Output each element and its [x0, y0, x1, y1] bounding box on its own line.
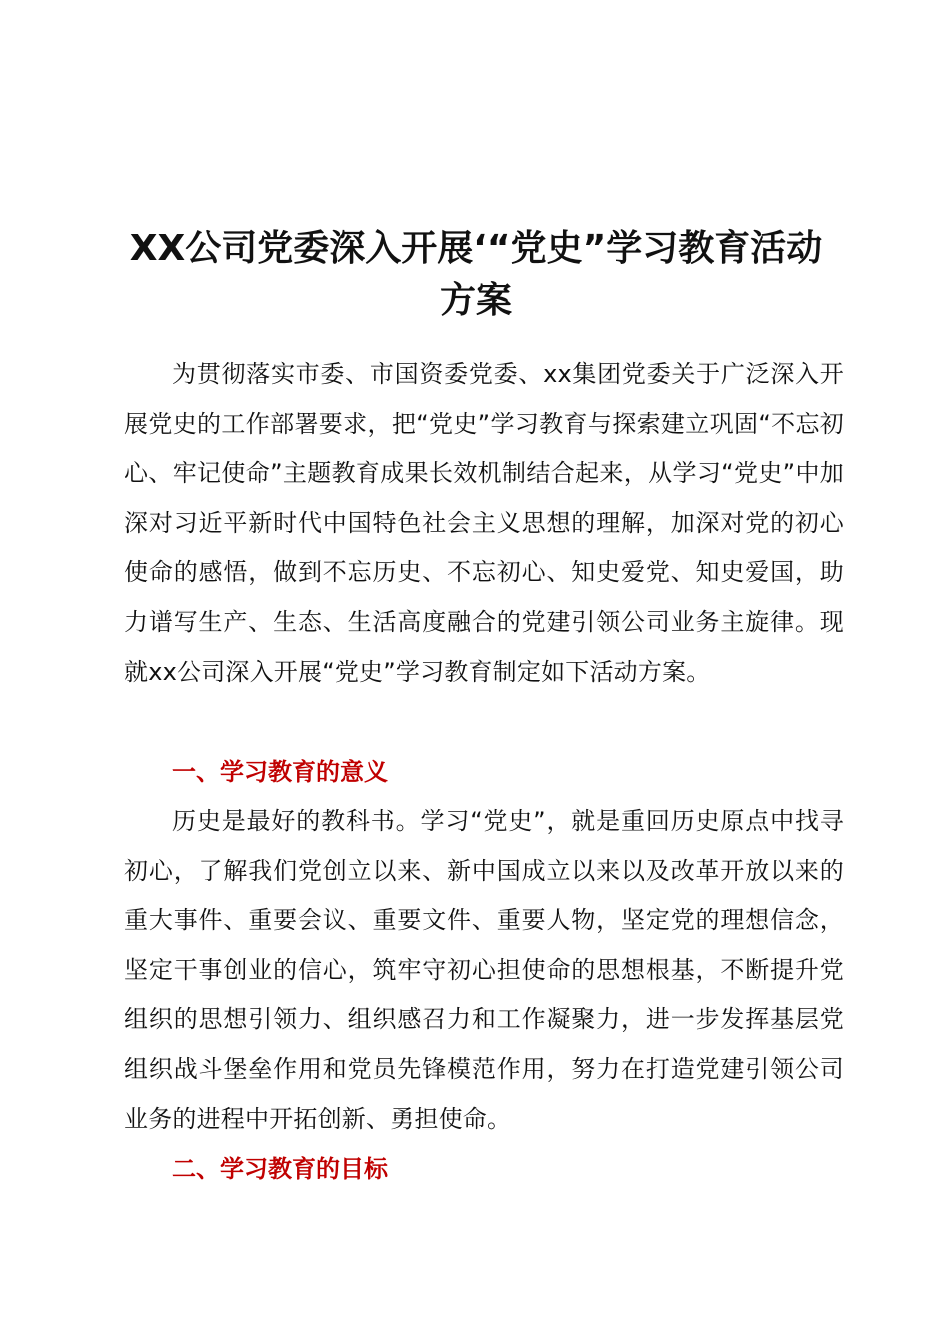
- intro-paragraph: 为贯彻落实市委、市国资委党委、xx集团党委关于广泛深入开展党史的工作部署要求，把“党史”学习教育与探索建立巩固“不忘初心、牢记使命”主题教育成果长效机制结合起来，从学习“党史”中加深对习近平新时代中国特色社会主义思想的理解，加深对党的初心使命的感悟，做到不忘历史、不忘初心、知史爱党、知史爱国，助力谱写生产、生态、生活高度融合的党建引领公司业务主旋律。现就xx公司深入开展“党史”学习教育制定如下活动方案。: [124, 360, 844, 686]
- section-paragraph-significance: 历史是最好的教科书。学习“党史”，就是重回历史原点中找寻初心，了解我们党创立以来、新中国成立以来以及改革开放以来的重大事件、重要会议、重要文件、重要人物，坚定党的理想信念，坚定干事创业的信心，筑牢守初心担使命的思想根基，不断提升党组织的思想引领力、组织感召力和工作凝聚力，进一步发挥基层党组织战斗堡垒作用和党员先锋模范作用，努力在打造党建引领公司业务的进程中开拓创新、勇担使命。: [124, 807, 844, 1133]
- section-heading-goals: 二、学习教育的目标: [172, 1155, 388, 1183]
- document-title-continuation: 方案: [439, 280, 512, 321]
- section-heading-significance: 一、学习教育的意义: [172, 758, 388, 786]
- document-title: XX公司党委深入开展‘“党史”学习教育活动: [129, 228, 823, 269]
